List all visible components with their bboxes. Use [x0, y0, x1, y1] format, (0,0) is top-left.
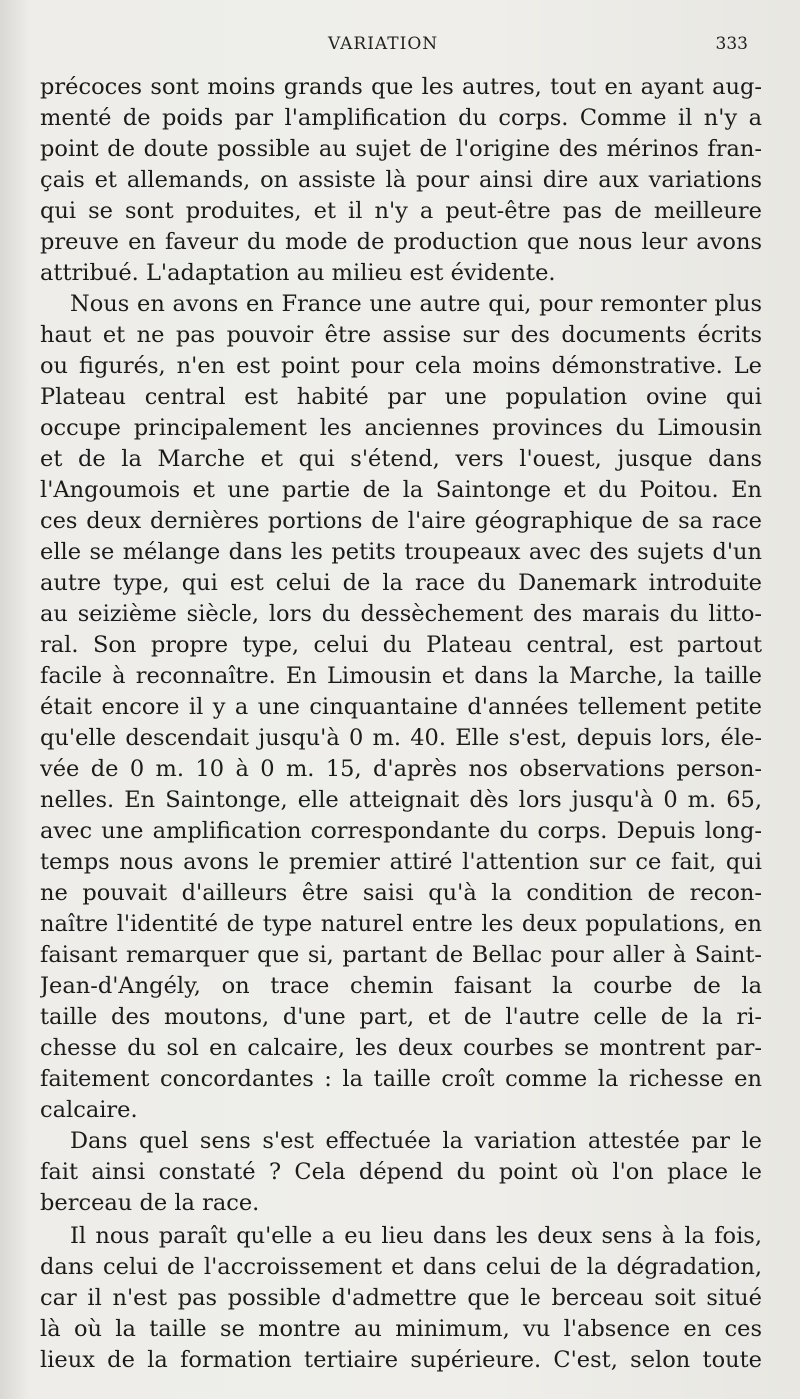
text-line: précoces sont moins grands que les autres, tout en ayant aug-	[40, 74, 762, 100]
text-line: l'Angoumois et une partie de la Saintonge et du Poitou. En	[40, 477, 762, 503]
text-line: çais et allemands, on assiste là pour ainsi dire aux variations	[40, 167, 762, 193]
text-line: était encore il y a une cinquantaine d'années tellement petite	[40, 694, 762, 720]
text-line: taille des moutons, d'une part, et de l'autre celle de la ri-	[40, 1004, 762, 1030]
text-line: occupe principalement les anciennes provinces du Limousin	[40, 415, 762, 441]
text-line: car il n'est pas possible d'admettre que le berceau soit situé	[40, 1285, 762, 1311]
text-line: faitement concordantes : la taille croît comme la richesse en	[40, 1066, 762, 1092]
text-line: dans celui de l'accroissement et dans celui de la dégradation,	[40, 1254, 762, 1280]
text-line: ou figurés, n'en est point pour cela moins démonstrative. Le	[40, 353, 762, 379]
text-line: et de la Marche et qui s'étend, vers l'ouest, jusque dans	[40, 446, 762, 472]
text-line: menté de poids par l'amplification du corps. Comme il n'y a	[40, 105, 762, 131]
text-line: vée de 0 m. 10 à 0 m. 15, d'après nos observations person-	[40, 756, 762, 782]
text-line: qu'elle descendait jusqu'à 0 m. 40. Elle s'est, depuis lors, éle-	[40, 725, 762, 751]
page-header	[0, 34, 800, 60]
body-text	[40, 72, 762, 1376]
text-line: fait ainsi constaté ? Cela dépend du point où l'on place le	[40, 1159, 762, 1185]
text-line: lieux de la formation tertiaire supérieure. C'est, selon toute	[40, 1347, 762, 1373]
text-line: naître l'identité de type naturel entre les deux populations, en	[40, 911, 762, 937]
text-line: Plateau central est habité par une population ovine qui	[40, 384, 762, 410]
text-line: chesse du sol en calcaire, les deux courbes se montrent par-	[40, 1035, 762, 1061]
text-line: ces deux dernières portions de l'aire géographique de sa race	[40, 508, 762, 534]
text-line: ne pouvait d'ailleurs être saisi qu'à la condition de recon-	[40, 880, 762, 906]
text-line: qui se sont produites, et il n'y a peut-être pas de meilleure	[40, 198, 762, 224]
text-line: Il nous paraît qu'elle a eu lieu dans les deux sens à la fois,	[70, 1223, 762, 1249]
text-line: au seizième siècle, lors du dessèchement des marais du litto-	[40, 601, 762, 627]
text-line: facile à reconnaître. En Limousin et dans la Marche, la taille	[40, 663, 762, 689]
text-line: calcaire.	[40, 1097, 138, 1123]
text-line: avec une amplification correspondante du corps. Depuis long-	[40, 818, 762, 844]
text-line: autre type, qui est celui de la race du Danemark introduite	[40, 570, 762, 596]
text-line: Jean-d'Angély, on trace chemin faisant la courbe de la	[40, 973, 762, 999]
text-line: berceau de la race.	[40, 1190, 260, 1216]
text-line: point de doute possible au sujet de l'origine des mérinos fran-	[40, 136, 762, 162]
running-title: VARIATION	[328, 34, 439, 54]
text-line: nelles. En Saintonge, elle atteignait dès lors jusqu'à 0 m. 65,	[40, 787, 762, 813]
page-number: 333	[715, 34, 748, 54]
text-line: faisant remarquer que si, partant de Bellac pour aller à Saint-	[40, 942, 762, 968]
text-line: attribué. L'adaptation au milieu est évidente.	[40, 260, 556, 286]
text-line: Dans quel sens s'est effectuée la variation attestée par le	[70, 1128, 762, 1154]
text-line: preuve en faveur du mode de production que nous leur avons	[40, 229, 762, 255]
text-line: elle se mélange dans les petits troupeaux avec des sujets d'un	[40, 539, 762, 565]
text-line: ral. Son propre type, celui du Plateau central, est partout	[40, 632, 762, 658]
text-line: là où la taille se montre au minimum, vu l'absence en ces	[40, 1316, 762, 1342]
text-line: haut et ne pas pouvoir être assise sur des documents écrits	[40, 322, 762, 348]
text-line: temps nous avons le premier attiré l'attention sur ce fait, qui	[40, 849, 762, 875]
text-line: Nous en avons en France une autre qui, pour remonter plus	[70, 291, 762, 317]
